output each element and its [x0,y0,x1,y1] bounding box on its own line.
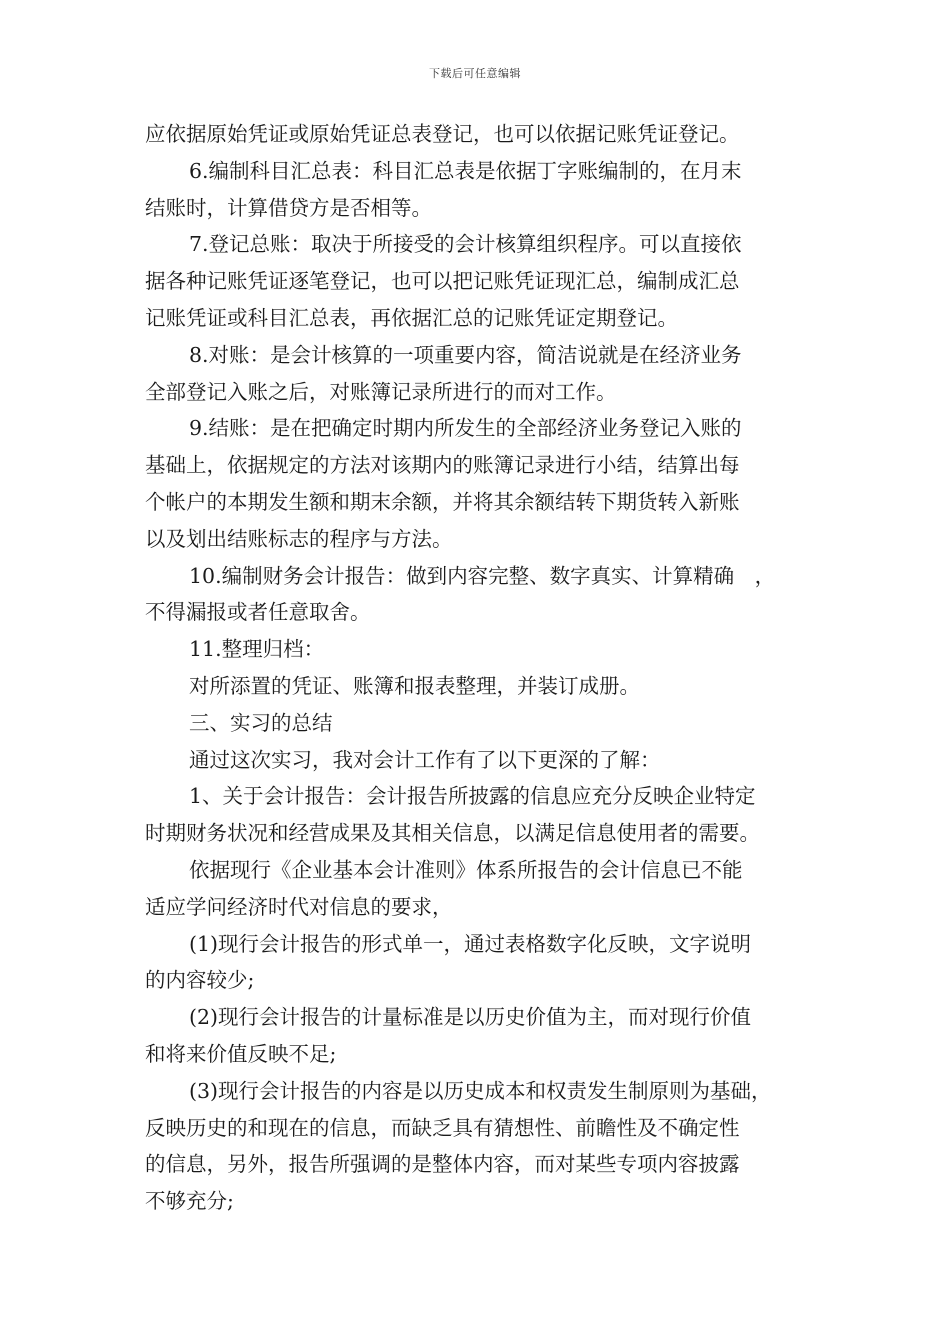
body-line: 个帐户的本期发生额和期末余额，并将其余额结转下期货转入新账 [145,489,740,514]
body-line: 全部登记入账之后，对账簿记录所进行的而对工作。 [145,379,617,404]
section-heading: 三、实习的总结 [189,710,333,735]
body-line: 据各种记账凭证逐笔登记，也可以把记账凭证现汇总，编制成汇总 [145,269,740,294]
body-line: (1)现行会计报告的形式单一，通过表格数字化反映，文字说明 [189,931,752,956]
body-line: 10.编制财务会计报告：做到内容完整、数字真实、计算精确 ， [189,563,776,588]
body-line: (2)现行会计报告的计量标准是以历史价值为主，而对现行价值 [189,1005,752,1030]
document-body [145,116,807,1220]
body-line: 记账凭证或科目汇总表，再依据汇总的记账凭证定期登记。 [145,305,678,330]
body-line: 时期财务状况和经营成果及其相关信息，以满足信息使用者的需要。 [145,821,760,846]
body-line: 7.登记总账：取决于所接受的会计核算组织程序。可以直接依 [189,232,742,257]
body-line: 应依据原始凭证或原始凭证总表登记，也可以依据记账凭证登记。 [145,122,740,146]
body-line: 1、关于会计报告：会计报告所披露的信息应充分反映企业特定 [189,784,756,809]
body-line: 8.对账：是会计核算的一项重要内容，简洁说就是在经济业务 [189,342,742,367]
body-line: 反映历史的和现在的信息，而缺乏具有猜想性、前瞻性及不确定性 [145,1115,740,1140]
body-line: 对所添置的凭证、账簿和报表整理，并装订成册。 [189,673,640,698]
body-line: 的信息，另外，报告所强调的是整体内容，而对某些专项内容披露 [145,1152,740,1177]
body-line: 6.编制科目汇总表：科目汇总表是依据丁字账编制的，在月末 [189,158,742,183]
body-line: 依据现行《企业基本会计准则》体系所报告的会计信息已不能 [189,857,743,882]
body-line: 结账时，计算借贷方是否相等。 [145,195,432,220]
body-line: 9.结账：是在把确定时期内所发生的全部经济业务登记入账的 [189,416,742,441]
body-line: 适应学问经济时代对信息的要求， [145,894,453,919]
body-line: 通过这次实习，我对会计工作有了以下更深的了解： [189,747,661,772]
body-line: 不得漏报或者任意取舍。 [145,600,371,625]
body-line: 基础上，依据规定的方法对该期内的账簿记录进行小结，结算出每 [145,453,740,478]
page-header: 下载后可任意编辑 [429,67,521,80]
body-line: 11.整理归档： [189,637,325,662]
body-line: 不够充分; [145,1189,234,1214]
body-line: (3)现行会计报告的内容是以历史成本和权责发生制原则为基础， [189,1078,772,1103]
body-line: 的内容较少; [145,968,255,993]
body-line: 和将来价值反映不足; [145,1041,337,1066]
body-line: 以及划出结账标志的程序与方法。 [145,526,453,551]
